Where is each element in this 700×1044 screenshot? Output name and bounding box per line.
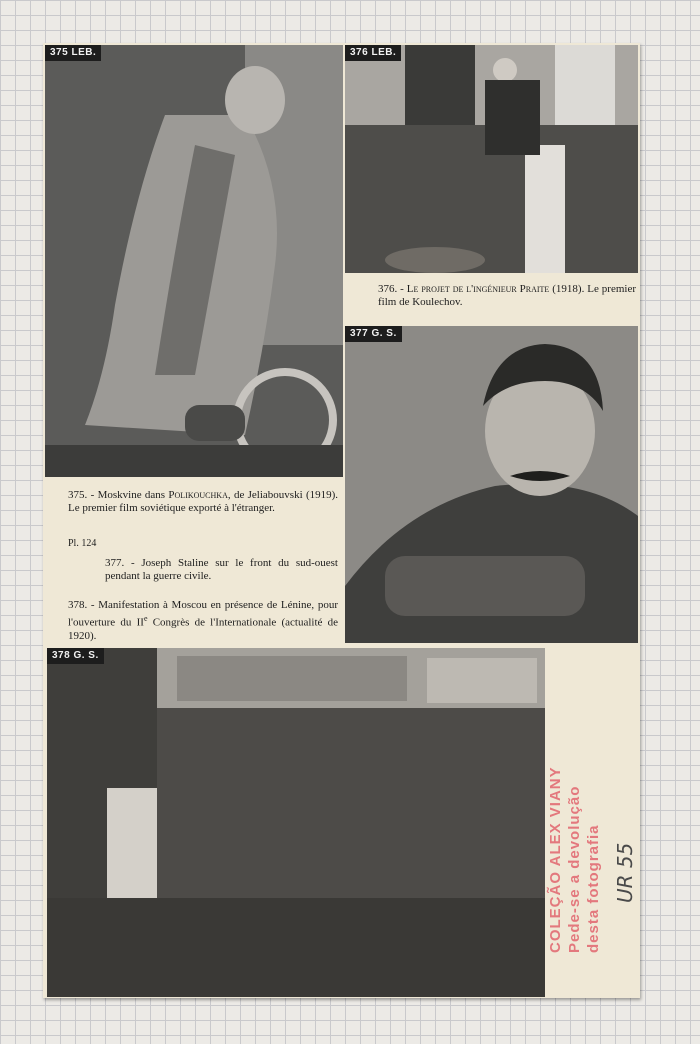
caption-375-title: Polikouchka, [168,489,231,501]
caption-377: 377. - Joseph Staline sur le front du sud-ouest pendant la guerre civile. [105,557,338,582]
stamp-line-1: COLEÇÃO ALEX VIANY [547,766,564,953]
photo-375-tag: 375 LEB. [45,45,101,61]
photo-378-tag: 378 G. S. [47,648,104,664]
photo-378-manifestation [47,648,545,997]
caption-378 [68,599,338,643]
caption-378-text: 378. - Manifestation à Moscou en présence de Lénine, pour l'ouverture du II [68,599,338,629]
caption-375-text: de Jeliabouvski (1919). Le premier film soviétique exporté à l'étranger. [68,489,339,514]
photo-375-image [45,45,343,477]
stamp-line-3: desta fotografia [585,824,602,953]
photo-377-tag: 377 G. S. [345,326,402,342]
stamp-line-2: Pede-se a devolução [566,785,583,953]
handwritten-note: UR 55 [613,842,637,903]
caption-378-superscript: e [143,614,148,623]
caption-375-number: 375. - [68,489,95,501]
caption-376-number: 376. - [378,283,404,295]
plate-number: Pl. 124 [68,538,97,549]
caption-378-text-end: Congrès de l'Internationale (actualité de 1920). [68,616,339,642]
photo-377-image [345,326,638,643]
photo-376-tag: 376 LEB. [345,45,401,61]
archive-sheet [43,43,640,998]
photo-378-image [47,648,545,997]
caption-376-text: (1918). Le premier film de Koulechov. [378,283,636,308]
photo-377-staline [345,326,638,643]
caption-376-title: Le projet de l'ingénieur Praite [406,283,550,295]
caption-375-pre: Moskvine dans [97,489,166,501]
caption-376 [378,283,636,309]
photo-375-moskvine [45,45,343,477]
photo-376-projet [345,45,638,273]
collection-stamp [546,766,603,953]
photo-376-image [345,45,638,273]
caption-375 [68,489,338,515]
